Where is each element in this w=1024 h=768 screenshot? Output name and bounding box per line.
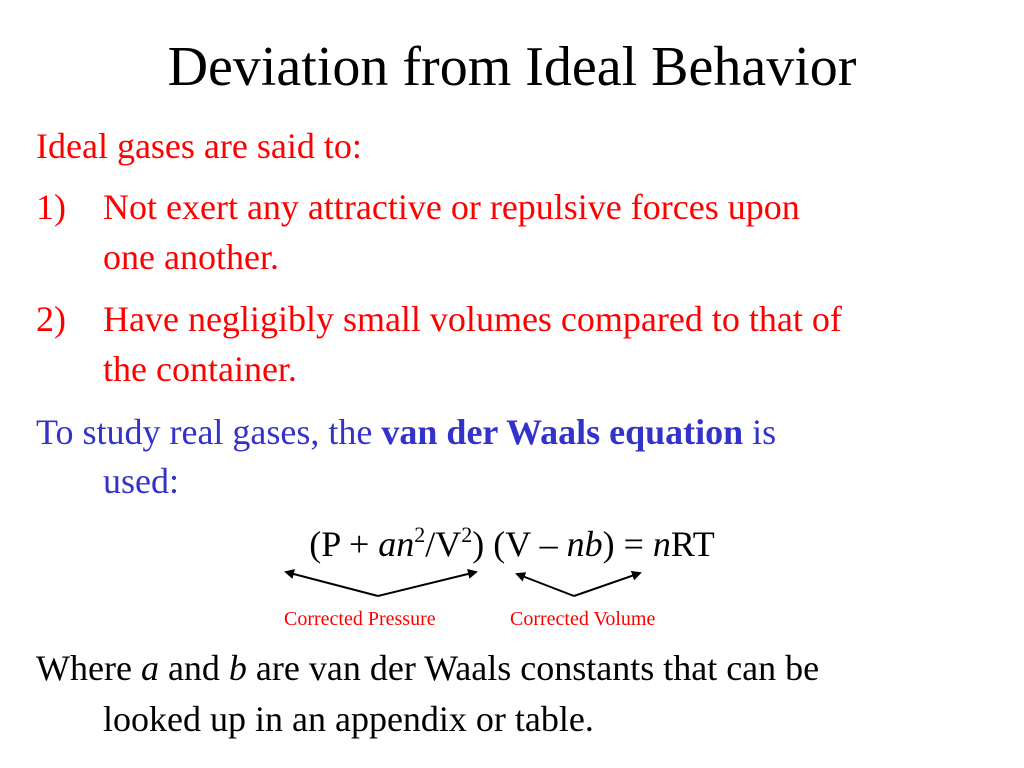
item-1-line-2: one another. — [103, 237, 279, 277]
corrected-pressure-label: Corrected Pressure — [284, 608, 436, 630]
constant-a: a — [140, 648, 159, 688]
study-line-2: used: — [103, 461, 179, 501]
pressure-arrow-right — [378, 572, 476, 596]
intro-text: Ideal gases are said to: — [36, 126, 362, 166]
corrected-volume-label: Corrected Volume — [510, 608, 656, 630]
pressure-arrow-left — [286, 572, 378, 596]
formula-an: an — [378, 524, 415, 564]
volume-arrow-right — [574, 573, 640, 596]
formula-mid: ) (V – — [472, 524, 567, 564]
formula-n: n — [652, 524, 671, 564]
formula-rt: RT — [670, 524, 715, 564]
formula-slash-v: /V — [425, 524, 462, 564]
where-line-2: looked up in an appendix or table. — [103, 699, 594, 739]
formula-open: (P + — [309, 524, 379, 564]
pressure-arrows — [286, 572, 476, 596]
formula-exp-1: 2 — [414, 522, 426, 547]
item-2-number: 2) — [36, 299, 66, 339]
formula-nb: nb — [566, 524, 603, 564]
where-text-1: Where — [36, 648, 141, 688]
volume-arrows — [517, 573, 640, 596]
volume-arrow-left — [517, 574, 574, 596]
formula-exp-2: 2 — [461, 522, 473, 547]
where-line-1 — [36, 646, 819, 690]
study-text-after: is — [743, 412, 777, 452]
slide-title: Deviation from Ideal Behavior — [167, 36, 857, 98]
item-2-line-1: Have negligibly small volumes compared to that of — [103, 299, 842, 339]
item-1-number: 1) — [36, 187, 66, 227]
item-1-line-1: Not exert any attractive or repulsive forces upon — [103, 187, 800, 227]
where-text-3: are van der Waals constants that can be — [246, 648, 820, 688]
constant-b: b — [228, 648, 247, 688]
study-text-before: To study real gases, the — [36, 412, 382, 452]
item-2-line-2: the container. — [103, 349, 297, 389]
where-text-2: and — [158, 648, 229, 688]
van-der-waals-emphasis: van der Waals equation — [381, 412, 744, 452]
formula-equals: ) = — [602, 524, 653, 564]
